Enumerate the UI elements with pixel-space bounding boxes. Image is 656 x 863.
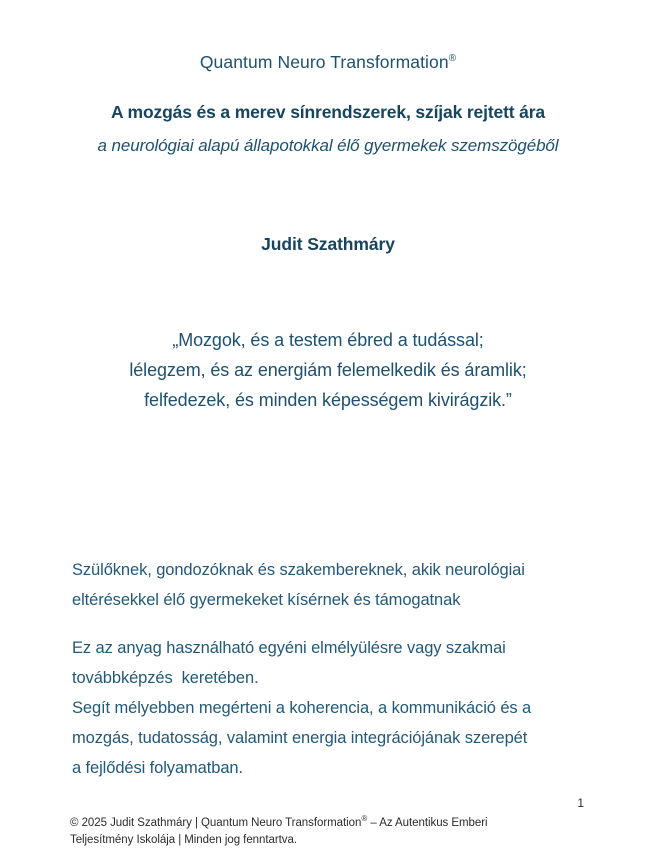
body-line: mozgás, tudatosság, valamint energia integrációjának szerepét <box>72 729 528 747</box>
page-subtitle: a neurológiai alapú állapotokkal élő gyermekek szemszögéből <box>97 136 559 156</box>
copyright-footer <box>70 815 596 849</box>
pull-quote <box>40 325 616 415</box>
pull-quote-line: felfedezek, és minden képességem kivirágzik.” <box>144 390 512 410</box>
brand-name <box>0 52 656 74</box>
pull-quote-line: „Mozgok, és a testem ébred a tudással; <box>172 330 484 350</box>
audience-paragraph <box>72 555 584 615</box>
usage-paragraph <box>72 633 584 783</box>
body-line: eltérésekkel élő gyermekeket kísérnek és támogatnak <box>72 591 461 609</box>
page-title: A mozgás és a merev sínrendszerek, szíjak rejtett ára <box>111 101 545 122</box>
pull-quote-line: lélegzem, és az energiám felemelkedik és áramlik; <box>129 360 527 380</box>
brand-name-text: Quantum Neuro Transformation <box>199 52 449 72</box>
body-line: Ez az anyag használható egyéni elmélyülésre vagy szakmai <box>72 639 506 657</box>
copyright-line <box>70 815 596 832</box>
copyright-text-before-mark: © 2025 Judit Szathmáry | Quantum Neuro Transformation <box>70 817 362 829</box>
copyright-text-after-mark: – Az Autentikus Emberi <box>367 817 488 829</box>
author-byline: Judit Szathmáry <box>261 234 395 254</box>
body-line: Szülőknek, gondozóknak és szakembereknek, akik neurológiai <box>72 561 525 579</box>
document-masthead <box>0 52 656 172</box>
body-line: a fejlődési folyamatban. <box>72 759 243 777</box>
body-copy <box>72 555 584 783</box>
registered-trademark-icon: ® <box>361 814 368 824</box>
registered-trademark-icon: ® <box>448 53 457 65</box>
body-line: Segít mélyebben megérteni a koherencia, a kommunikáció és a <box>72 699 532 717</box>
body-line: továbbképzés keretében. <box>72 669 259 687</box>
page-number: 1 <box>577 796 584 810</box>
copyright-line: Teljesítmény Iskolája | Minden jog fenntartva. <box>70 834 297 846</box>
